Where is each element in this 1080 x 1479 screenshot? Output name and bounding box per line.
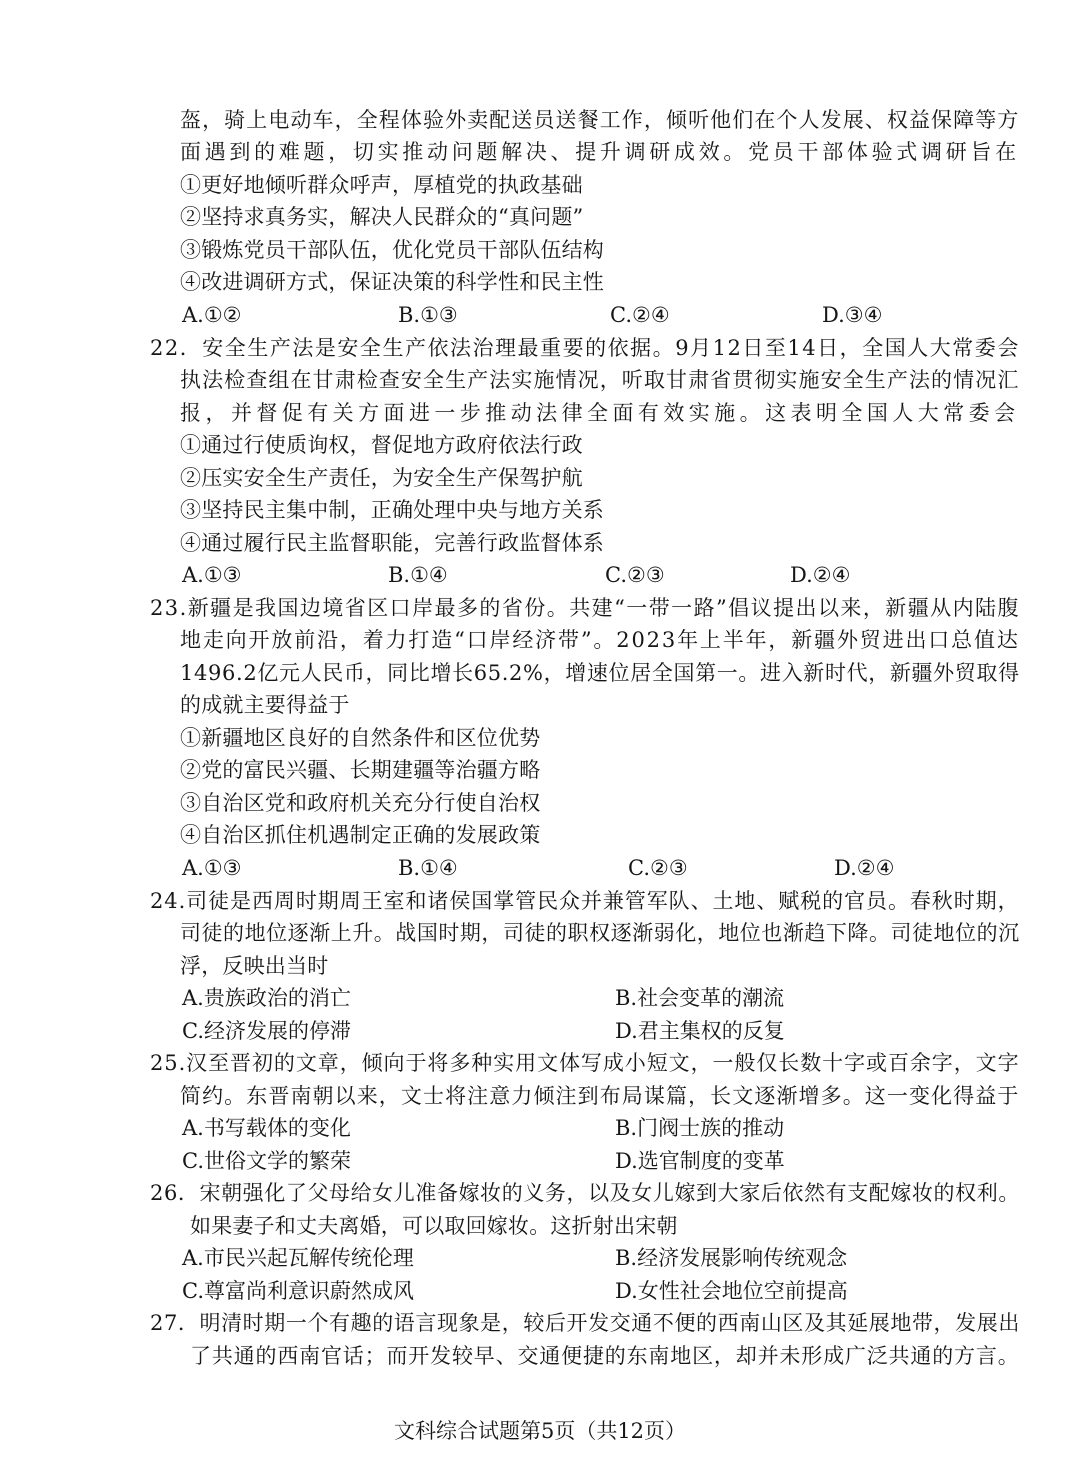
q22-option-a: A.①③ xyxy=(182,563,242,587)
q25-option-b: B.门阀士族的推动 xyxy=(615,1116,785,1140)
q24-option-b: B.社会变革的潮流 xyxy=(615,986,785,1010)
q23-stem-line-2: 地走向开放前沿，着力打造“口岸经济带”。2023年上半年，新疆外贸进出口总值达 xyxy=(180,628,1020,652)
q21-stem-line-1: 盔，骑上电动车，全程体验外卖配送员送餐工作，倾听他们在个人发展、权益保障等方 xyxy=(180,108,1020,132)
q23-option-c: C.②③ xyxy=(628,856,688,880)
q25-option-c: C.世俗文学的繁荣 xyxy=(182,1149,351,1173)
q21-option-a: A.①② xyxy=(182,303,242,327)
q22-statement-1: ①通过行使质询权，督促地方政府依法行政 xyxy=(180,433,583,457)
q22-stem-line-1: 22．安全生产法是安全生产依法治理最重要的依据。9月12日至14日，全国人大常委会 xyxy=(150,336,1020,360)
q25-option-d: D.选官制度的变革 xyxy=(615,1149,785,1173)
q27-stem-line-2: 了共通的西南官话；而开发较早、交通便捷的东南地区，却并未形成广泛共通的方言。 xyxy=(190,1344,1020,1368)
q26-option-a: A.市民兴起瓦解传统伦理 xyxy=(182,1246,414,1270)
q23-statement-3: ③自治区党和政府机关充分行使自治权 xyxy=(180,791,541,815)
q23-statement-1: ①新疆地区良好的自然条件和区位优势 xyxy=(180,726,541,750)
q21-option-c: C.②④ xyxy=(610,303,670,327)
q23-stem-line-3: 1496.2亿元人民币，同比增长65.2%，增速位居全国第一。进入新时代，新疆外贸取得 xyxy=(180,661,1020,685)
q22-statement-4: ④通过履行民主监督职能，完善行政监督体系 xyxy=(180,531,604,555)
q21-statement-4: ④改进调研方式，保证决策的科学性和民主性 xyxy=(180,270,604,294)
q22-option-d: D.②④ xyxy=(790,563,851,587)
q24-option-d: D.君主集权的反复 xyxy=(615,1019,785,1043)
q21-option-b: B.①③ xyxy=(398,303,458,327)
q23-statement-4: ④自治区抓住机遇制定正确的发展政策 xyxy=(180,823,541,847)
q24-stem-line-3: 浮，反映出当时 xyxy=(180,954,329,978)
q25-stem-line-1: 25.汉至晋初的文章，倾向于将多种实用文体写成小短文，一般仅长数十字或百余字，文字 xyxy=(150,1051,1020,1075)
q26-option-c: C.尊富尚利意识蔚然成风 xyxy=(182,1279,414,1303)
q24-stem-line-2: 司徒的地位逐渐上升。战国时期，司徒的职权逐渐弱化，地位也渐趋下降。司徒地位的沉 xyxy=(180,921,1020,945)
q23-stem-line-1: 23.新疆是我国边境省区口岸最多的省份。共建“一带一路”倡议提出以来，新疆从内陆腹 xyxy=(150,596,1020,620)
q26-stem-line-1: 26．宋朝强化了父母给女儿准备嫁妆的义务，以及女儿嫁到大家后依然有支配嫁妆的权利。 xyxy=(150,1181,1020,1205)
q22-option-b: B.①④ xyxy=(388,563,448,587)
q22-statement-2: ②压实安全生产责任，为安全生产保驾护航 xyxy=(180,466,583,490)
q22-option-c: C.②③ xyxy=(605,563,665,587)
q25-option-a: A.书写载体的变化 xyxy=(182,1116,351,1140)
q21-stem-line-2: 面遇到的难题，切实推动问题解决、提升调研成效。党员干部体验式调研旨在 xyxy=(180,140,1020,164)
q21-option-d: D.③④ xyxy=(822,303,883,327)
q26-option-d: D.女性社会地位空前提高 xyxy=(615,1279,848,1303)
q23-option-a: A.①③ xyxy=(182,856,242,880)
q27-stem-line-1: 27．明清时期一个有趣的语言现象是，较后开发交通不便的西南山区及其延展地带，发展出 xyxy=(150,1311,1020,1335)
q26-option-b: B.经济发展影响传统观念 xyxy=(615,1246,848,1270)
q23-option-d: D.②④ xyxy=(834,856,895,880)
q22-stem-line-3: 报，并督促有关方面进一步推动法律全面有效实施。这表明全国人大常委会 xyxy=(180,401,1020,425)
q23-option-b: B.①④ xyxy=(398,856,458,880)
q24-stem-line-1: 24.司徒是西周时期周王室和诸侯国掌管民众并兼管军队、土地、赋税的官员。春秋时期， xyxy=(150,889,1020,913)
q24-option-a: A.贵族政治的消亡 xyxy=(182,986,351,1010)
q21-statement-1: ①更好地倾听群众呼声，厚植党的执政基础 xyxy=(180,173,583,197)
q22-stem-line-2: 执法检查组在甘肃检查安全生产法实施情况，听取甘肃省贯彻实施安全生产法的情况汇 xyxy=(180,368,1020,392)
q21-statement-3: ③锻炼党员干部队伍，优化党员干部队伍结构 xyxy=(180,238,604,262)
q25-stem-line-2: 简约。东晋南朝以来，文士将注意力倾注到布局谋篇，长文逐渐增多。这一变化得益于 xyxy=(180,1084,1020,1108)
page-footer: 文科综合试题第5页（共12页） xyxy=(393,1419,687,1443)
q23-stem-line-4: 的成就主要得益于 xyxy=(180,693,350,717)
q22-statement-3: ③坚持民主集中制，正确处理中央与地方关系 xyxy=(180,498,604,522)
q23-statement-2: ②党的富民兴疆、长期建疆等治疆方略 xyxy=(180,758,541,782)
q21-statement-2: ②坚持求真务实，解决人民群众的“真问题” xyxy=(180,205,584,229)
q24-option-c: C.经济发展的停滞 xyxy=(182,1019,351,1043)
q26-stem-line-2: 如果妻子和丈夫离婚，可以取回嫁妆。这折射出宋朝 xyxy=(190,1214,678,1238)
